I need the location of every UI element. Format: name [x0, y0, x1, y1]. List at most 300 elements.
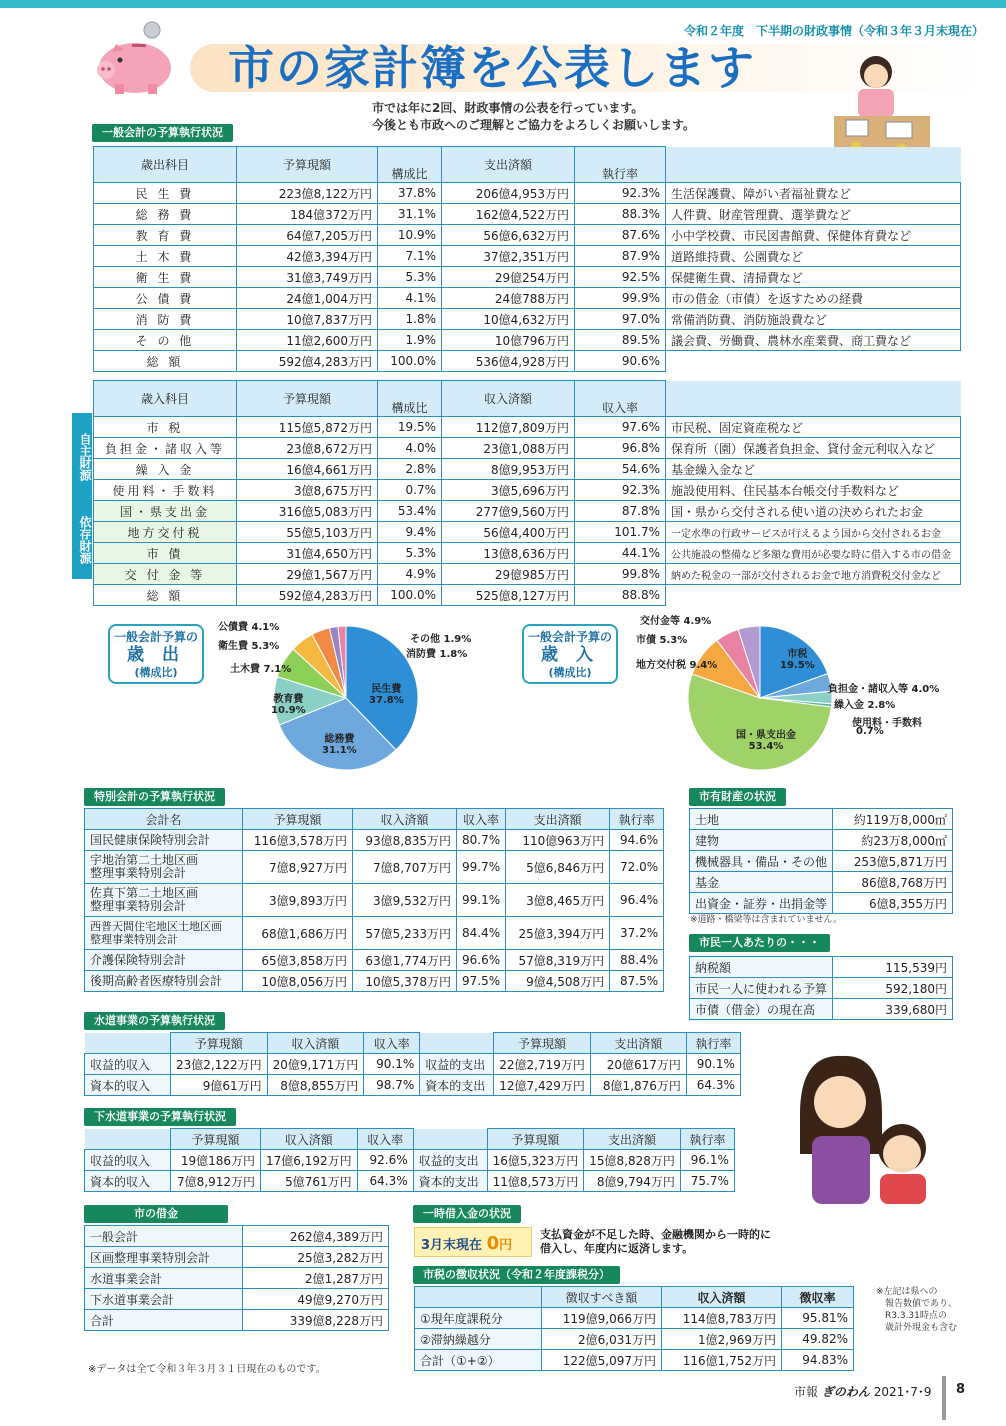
pie-label-exp-1: 衛生費 5.3% — [218, 641, 280, 652]
revenue-table — [93, 380, 961, 606]
row-label: 資本的収入 — [85, 1075, 171, 1096]
table-row — [690, 851, 953, 872]
table-header: 支出済額 — [506, 809, 610, 830]
table-header: 収入率 — [457, 809, 506, 830]
table-row — [85, 917, 664, 950]
table-cell: 保健衛生費、清掃費など — [666, 267, 961, 288]
table-cell: 99.9% — [575, 288, 666, 309]
table-row — [85, 1226, 389, 1247]
table-cell: 7億8,707万円 — [353, 851, 457, 884]
table-row — [690, 809, 953, 830]
table-cell: 97.6% — [575, 417, 666, 438]
table-cell: 市民税、固定資産税など — [666, 417, 961, 438]
table-header: 収入済額 — [261, 1129, 358, 1150]
table-row — [85, 971, 664, 992]
blank-cell — [666, 381, 961, 417]
own-revenue-label: 自主財源 — [72, 413, 92, 496]
table-row — [85, 1289, 389, 1310]
table-cell: 536億4,928万円 — [442, 351, 575, 372]
table-cell: 92.5% — [575, 267, 666, 288]
page-title: 市の家計簿を公表します — [228, 41, 756, 95]
table-cell: 90.1% — [364, 1054, 420, 1075]
table-cell: 592億4,283万円 — [237, 351, 378, 372]
pie-label-rev-6: 使用料・手数料 — [852, 718, 922, 729]
table-cell: 114億8,783万円 — [662, 1308, 782, 1329]
table-header: 徴収率 — [782, 1287, 854, 1308]
table-row — [85, 830, 664, 851]
row-label: 水道事業会計 — [85, 1268, 243, 1289]
table-cell: 80.7% — [457, 830, 506, 851]
table-cell: 37億2,351万円 — [442, 246, 575, 267]
table-cell: 5.3% — [378, 267, 442, 288]
table-cell: 84.4% — [457, 917, 506, 950]
table-cell: 94.6% — [610, 830, 664, 851]
table-cell: 87.8% — [575, 501, 666, 522]
table-cell: 72.0% — [610, 851, 664, 884]
piggy-bank-illustration — [90, 18, 182, 98]
table-header: 構成比 — [378, 381, 442, 417]
table-cell: 592,180円 — [833, 978, 953, 999]
table-cell: 64.3% — [357, 1171, 413, 1192]
table-header: 予算現額 — [171, 1129, 261, 1150]
table-header: 収入済額 — [662, 1287, 782, 1308]
table-row — [85, 1054, 741, 1075]
row-label: ①現年度課税分 — [415, 1308, 542, 1329]
table-cell: 87.6% — [575, 225, 666, 246]
table-header: 会計名 — [85, 809, 243, 830]
table-header: 執行率 — [610, 809, 664, 830]
table-cell: 42億3,394万円 — [237, 246, 378, 267]
row-label: 出資金・証券・出捐金等 — [690, 893, 833, 914]
table-cell: 92.3% — [575, 183, 666, 204]
table-cell: 262億4,389万円 — [243, 1226, 389, 1247]
table-cell: 0.7% — [378, 480, 442, 501]
row-label: 基金 — [690, 872, 833, 893]
table-header: 予算現額 — [171, 1033, 268, 1054]
table-cell: 49億9,270万円 — [243, 1289, 389, 1310]
table-cell: 小中学校費、市民図書館費、保健体育費など — [666, 225, 961, 246]
row-label: 収益的収入 — [85, 1150, 171, 1171]
blank-cell — [420, 1033, 494, 1054]
table-row — [94, 204, 961, 225]
table-cell: 95.81% — [782, 1308, 854, 1329]
debt-section-title: 市の借金 — [84, 1205, 228, 1223]
footer-divider — [942, 1376, 946, 1420]
table-cell: 223億8,122万円 — [237, 183, 378, 204]
blank-cell — [666, 351, 961, 372]
table-header: 収入済額 — [353, 809, 457, 830]
table-cell: 525億8,127万円 — [442, 585, 575, 606]
row-label: 佐真下第二土地区画 整理事業特別会計 — [85, 884, 243, 917]
table-cell: 生活保護費、障がい者福祉費など — [666, 183, 961, 204]
sewer-section-title: 下水道事業の予算執行状況 — [84, 1108, 236, 1126]
row-label: 収益的支出 — [413, 1150, 487, 1171]
table-cell: 96.1% — [680, 1150, 734, 1171]
table-row — [94, 522, 961, 543]
table-cell: 86億8,768万円 — [833, 872, 953, 893]
table-cell: 75.7% — [680, 1171, 734, 1192]
table-cell: 3億9,893万円 — [243, 884, 353, 917]
row-label: 市 債 — [94, 543, 237, 564]
table-cell: 89.5% — [575, 330, 666, 351]
table-header: 執行率 — [680, 1129, 734, 1150]
table-header: 徴収すべき額 — [542, 1287, 662, 1308]
footer-note: ※データは全て令和３年３月３１日現在のものです。 — [88, 1364, 326, 1375]
temp-description: 支払資金が不足した時、金融機関から一時的に 借入し、年度内に返済します。 — [540, 1228, 771, 1255]
pie-label-exp-6: その他 1.9% — [410, 634, 472, 645]
table-cell: 56億6,632万円 — [442, 225, 575, 246]
row-label: 市 税 — [94, 417, 237, 438]
row-label: 一般会計 — [85, 1226, 243, 1247]
table-cell: 市の借金（市債）を返すための経費 — [666, 288, 961, 309]
table-cell: 65億3,858万円 — [243, 950, 353, 971]
table-header: 収入率 — [357, 1129, 413, 1150]
table-cell: 4.9% — [378, 564, 442, 585]
table-cell: 64.3% — [686, 1075, 740, 1096]
pie-label-rev-4: 負担金・諸収入等 4.0% — [828, 684, 940, 695]
table-cell: 9.4% — [378, 522, 442, 543]
table-row — [415, 1350, 854, 1371]
blank-cell — [85, 1129, 171, 1150]
table-cell: 97.0% — [575, 309, 666, 330]
table-cell: 24億1,004万円 — [237, 288, 378, 309]
blank-header — [415, 1287, 542, 1308]
row-label: 消 防 費 — [94, 309, 237, 330]
table-row — [415, 1308, 854, 1329]
table-cell: 53.4% — [378, 501, 442, 522]
sewer-table — [84, 1128, 735, 1192]
table-row — [690, 893, 953, 914]
table-cell: 5.3% — [378, 543, 442, 564]
temp-value-box: 3月末現在 0円 — [414, 1227, 532, 1257]
table-row — [94, 330, 961, 351]
table-cell: 31億3,749万円 — [237, 267, 378, 288]
table-cell: 基金繰入金など — [666, 459, 961, 480]
table-cell: 納めた税金の一部が交付されるお金で地方消費税交付金など — [666, 564, 961, 585]
expense-table — [93, 146, 961, 372]
table-header: 収入済額 — [267, 1033, 364, 1054]
table-cell: 99.7% — [457, 851, 506, 884]
row-label: 合計（①+②） — [415, 1350, 542, 1371]
table-cell: 116億3,578万円 — [243, 830, 353, 851]
table-cell: 2億6,031万円 — [542, 1329, 662, 1350]
table-cell: 19.5% — [378, 417, 442, 438]
table-cell: 一定水準の行政サービスが行えるよう国から交付されるお金 — [666, 522, 961, 543]
row-label: 西普天間住宅地区土地区画 整理事業特別会計 — [85, 917, 243, 950]
row-label: 総 額 — [94, 585, 237, 606]
table-cell: 253億5,871万円 — [833, 851, 953, 872]
table-cell: 29億1,567万円 — [237, 564, 378, 585]
blank-cell — [666, 147, 961, 183]
table-cell: 23億1,088万円 — [442, 438, 575, 459]
table-header: 予算現額 — [243, 809, 353, 830]
table-cell: 339億8,228万円 — [243, 1310, 389, 1331]
table-cell: 57億5,233万円 — [353, 917, 457, 950]
table-cell: 119億9,066万円 — [542, 1308, 662, 1329]
table-cell: 96.6% — [457, 950, 506, 971]
row-label: 合計 — [85, 1310, 243, 1331]
table-cell: 277億9,560万円 — [442, 501, 575, 522]
table-cell: 98.7% — [364, 1075, 420, 1096]
table-cell: 96.4% — [610, 884, 664, 917]
table-row — [85, 950, 664, 971]
intro-text: 市では年に2回、財政事情の公表を行っています。 今後とも市政へのご理解とご協力をよろしくお願いします。 — [372, 101, 696, 132]
table-row — [94, 585, 961, 606]
expense-pie-title: 一般会計予算の 歳 出 (構成比) — [108, 624, 204, 684]
table-cell: 23億8,672万円 — [237, 438, 378, 459]
pie-label-exp-5: 民生費 37.8% — [369, 684, 404, 706]
row-label: 地方交付税 — [94, 522, 237, 543]
table-row — [94, 183, 961, 204]
table-header: 執行率 — [686, 1033, 740, 1054]
top-bar — [0, 0, 1006, 8]
special-section-title: 特別会計の予算執行状況 — [84, 788, 225, 806]
woman-documents-illustration — [826, 44, 936, 160]
row-label: 総 額 — [94, 351, 237, 372]
row-label: 負担金・諸収入等 — [94, 438, 237, 459]
row-label: そ の 他 — [94, 330, 237, 351]
row-label: 資本的支出 — [413, 1171, 487, 1192]
table-cell: 56億4,400万円 — [442, 522, 575, 543]
table-cell: 54.6% — [575, 459, 666, 480]
row-label: 建物 — [690, 830, 833, 851]
property-table — [689, 808, 953, 914]
pie-label-exp-2: 土木費 7.1% — [230, 664, 292, 675]
table-cell: 2億1,287万円 — [243, 1268, 389, 1289]
table-cell: 112億7,809万円 — [442, 417, 575, 438]
table-cell: 7億8,912万円 — [171, 1171, 261, 1192]
table-cell: 20億617万円 — [590, 1054, 686, 1075]
table-cell: 9億61万円 — [171, 1075, 268, 1096]
table-row — [94, 501, 961, 522]
table-cell: 115,539円 — [833, 957, 953, 978]
pie-label-exp-0: 公債費 4.1% — [218, 622, 280, 633]
row-label: 収益的支出 — [420, 1054, 494, 1075]
row-label: 介護保険特別会計 — [85, 950, 243, 971]
table-row — [94, 564, 961, 585]
table-cell: 8億8,855万円 — [267, 1075, 364, 1096]
table-cell: 44.1% — [575, 543, 666, 564]
table-row — [690, 830, 953, 851]
row-label: 総 務 費 — [94, 204, 237, 225]
table-cell: 7億8,927万円 — [243, 851, 353, 884]
table-cell: 29億254万円 — [442, 267, 575, 288]
table-cell: 25億3,282万円 — [243, 1247, 389, 1268]
table-cell: 110億963万円 — [506, 830, 610, 851]
row-label: 宇地治第二土地区画 整理事業特別会計 — [85, 851, 243, 884]
table-cell: 5億6,846万円 — [506, 851, 610, 884]
table-header: 収入率 — [575, 381, 666, 417]
table-cell: 4.0% — [378, 438, 442, 459]
table-cell: 29億985万円 — [442, 564, 575, 585]
table-row — [94, 267, 961, 288]
table-row — [85, 1268, 389, 1289]
table-row — [690, 978, 953, 999]
row-label: 繰 入 金 — [94, 459, 237, 480]
table-cell: 31億4,650万円 — [237, 543, 378, 564]
table-cell: 184億372万円 — [237, 204, 378, 225]
table-cell: 道路維持費、公園費など — [666, 246, 961, 267]
table-row — [690, 957, 953, 978]
pie-label-exp-4: 総務費 31.1% — [322, 734, 357, 756]
table-cell: 96.8% — [575, 438, 666, 459]
pie-label-rev-7: 0.7% — [856, 726, 884, 737]
table-cell: 2.8% — [378, 459, 442, 480]
table-cell: 9億4,508万円 — [506, 971, 610, 992]
table-cell: 100.0% — [378, 351, 442, 372]
table-cell: 206億4,953万円 — [442, 183, 575, 204]
pie-label-rev-0: 交付金等 4.9% — [640, 616, 712, 627]
table-row — [85, 884, 664, 917]
blank-cell — [413, 1129, 487, 1150]
table-cell: 68億1,686万円 — [243, 917, 353, 950]
water-table — [84, 1032, 741, 1096]
table-cell: 10億5,378万円 — [353, 971, 457, 992]
table-cell: 国・県から交付される使い道の決められたお金 — [666, 501, 961, 522]
table-header: 執行率 — [575, 147, 666, 183]
table-header: 予算現額 — [494, 1033, 591, 1054]
table-header: 歳出科目 — [94, 147, 237, 183]
row-label: 土 木 費 — [94, 246, 237, 267]
table-cell: 6億8,355万円 — [833, 893, 953, 914]
table-cell: 施設使用料、住民基本台帳交付手数料など — [666, 480, 961, 501]
row-label: 国・県支出金 — [94, 501, 237, 522]
row-label: 資本的支出 — [420, 1075, 494, 1096]
table-cell: 92.6% — [357, 1150, 413, 1171]
table-cell: 592億4,283万円 — [237, 585, 378, 606]
table-row — [94, 225, 961, 246]
table-cell: 37.8% — [378, 183, 442, 204]
table-cell: 8億1,876万円 — [590, 1075, 686, 1096]
tax-note: ※左記は県への 報告数値であり、 R3.3.31時点の 歳計外現金も含む — [876, 1287, 958, 1333]
row-label: 市債（借金）の現在高 — [690, 999, 833, 1020]
table-cell: 常備消防費、消防施設費など — [666, 309, 961, 330]
footer-publication: 市報 ぎのわん 2021･7･9 — [794, 1385, 932, 1399]
table-cell: 人件費、財産管理費、選挙費など — [666, 204, 961, 225]
table-row — [94, 288, 961, 309]
debt-table — [84, 1225, 389, 1331]
row-label: 市民一人に使われる予算 — [690, 978, 833, 999]
table-cell: 122億5,097万円 — [542, 1350, 662, 1371]
table-cell: 10億4,632万円 — [442, 309, 575, 330]
table-row — [85, 1310, 389, 1331]
table-cell: 7.1% — [378, 246, 442, 267]
row-label: 後期高齢者医療特別会計 — [85, 971, 243, 992]
table-header: 支出済額 — [584, 1129, 681, 1150]
pie-label-exp-7: 消防費 1.8% — [406, 649, 468, 660]
table-header: 予算現額 — [237, 381, 378, 417]
table-cell: 10億8,056万円 — [243, 971, 353, 992]
table-cell: 101.7% — [575, 522, 666, 543]
table-cell: 10億7,837万円 — [237, 309, 378, 330]
table-cell: 11億2,600万円 — [237, 330, 378, 351]
table-row — [690, 872, 953, 893]
property-section-title: 市有財産の状況 — [689, 788, 786, 806]
table-cell: 16億5,323万円 — [487, 1150, 584, 1171]
table-cell: 8億9,953万円 — [442, 459, 575, 480]
table-cell: 13億8,636万円 — [442, 543, 575, 564]
table-header: 収入済額 — [442, 381, 575, 417]
table-header: 予算現額 — [237, 147, 378, 183]
row-label: ②滞納繰越分 — [415, 1329, 542, 1350]
table-cell: 1.8% — [378, 309, 442, 330]
table-cell: 339,680円 — [833, 999, 953, 1020]
table-cell: 約23万8,000㎡ — [833, 830, 953, 851]
row-label: 収益的収入 — [85, 1054, 171, 1075]
expense-section-title: 一般会計の予算執行状況 — [92, 124, 233, 142]
table-cell: 3億8,675万円 — [237, 480, 378, 501]
table-cell: 55億5,103万円 — [237, 522, 378, 543]
table-cell: 11億8,573万円 — [487, 1171, 584, 1192]
table-cell: 90.1% — [686, 1054, 740, 1075]
period-label: 令和２年度 下半期の財政事情（令和３年３月末現在） — [683, 24, 984, 38]
table-row — [94, 480, 961, 501]
tax-table — [414, 1286, 854, 1371]
table-cell: 25億3,394万円 — [506, 917, 610, 950]
table-row — [415, 1329, 854, 1350]
table-cell: 99.1% — [457, 884, 506, 917]
table-cell: 20億9,171万円 — [267, 1054, 364, 1075]
table-row — [94, 246, 961, 267]
row-label: 衛 生 費 — [94, 267, 237, 288]
table-cell: 公共施設の整備など多額な費用が必要な時に借入する市の借金 — [666, 543, 961, 564]
table-header: 歳入科目 — [94, 381, 237, 417]
row-label: 教 育 費 — [94, 225, 237, 246]
table-row — [85, 851, 664, 884]
table-cell: 93億8,835万円 — [353, 830, 457, 851]
tax-section-title: 市税の徴収状況（令和２年度課税分） — [413, 1266, 620, 1284]
table-cell: 94.83% — [782, 1350, 854, 1371]
table-cell: 12億7,429万円 — [494, 1075, 591, 1096]
table-cell: 1億2,969万円 — [662, 1329, 782, 1350]
table-header: 構成比 — [378, 147, 442, 183]
table-cell: 8億9,794万円 — [584, 1171, 681, 1192]
table-cell: 24億788万円 — [442, 288, 575, 309]
table-row — [85, 1150, 735, 1171]
row-label: 土地 — [690, 809, 833, 830]
pie-label-rev-5: 繰入金 2.8% — [834, 700, 896, 711]
row-label: 機械器具・備品・その他 — [690, 851, 833, 872]
table-cell: 19億186万円 — [171, 1150, 261, 1171]
row-label: 下水道事業会計 — [85, 1289, 243, 1310]
table-cell: 5億761万円 — [261, 1171, 358, 1192]
pie-label-exp-3: 教育費 10.9% — [271, 694, 306, 716]
table-cell: 23億2,122万円 — [171, 1054, 268, 1075]
table-row — [94, 417, 961, 438]
table-cell: 3億8,465万円 — [506, 884, 610, 917]
water-section-title: 水道事業の予算執行状況 — [84, 1012, 225, 1030]
temp-section-title: 一時借入金の状況 — [413, 1205, 521, 1223]
table-cell: 37.2% — [610, 917, 664, 950]
dependent-revenue-label: 依存財源 — [72, 496, 92, 579]
row-label: 公 債 費 — [94, 288, 237, 309]
table-cell: 100.0% — [378, 585, 442, 606]
percapita-table — [689, 956, 953, 1020]
table-cell: 115億5,872万円 — [237, 417, 378, 438]
row-label: 交 付 金 等 — [94, 564, 237, 585]
row-label: 国民健康保険特別会計 — [85, 830, 243, 851]
table-row — [94, 543, 961, 564]
percapita-section-title: 市民一人あたりの・・・ — [689, 934, 830, 952]
special-table — [84, 808, 664, 992]
revenue-pie-title: 一般会計予算の 歳 入 (構成比) — [522, 624, 618, 684]
blank-cell — [85, 1033, 171, 1054]
pie-label-rev-8: 国・県支出金 53.4% — [736, 730, 796, 752]
table-cell: 57億8,319万円 — [506, 950, 610, 971]
mother-child-illustration — [790, 1044, 940, 1204]
table-cell: 90.6% — [575, 351, 666, 372]
table-cell: 49.82% — [782, 1329, 854, 1350]
